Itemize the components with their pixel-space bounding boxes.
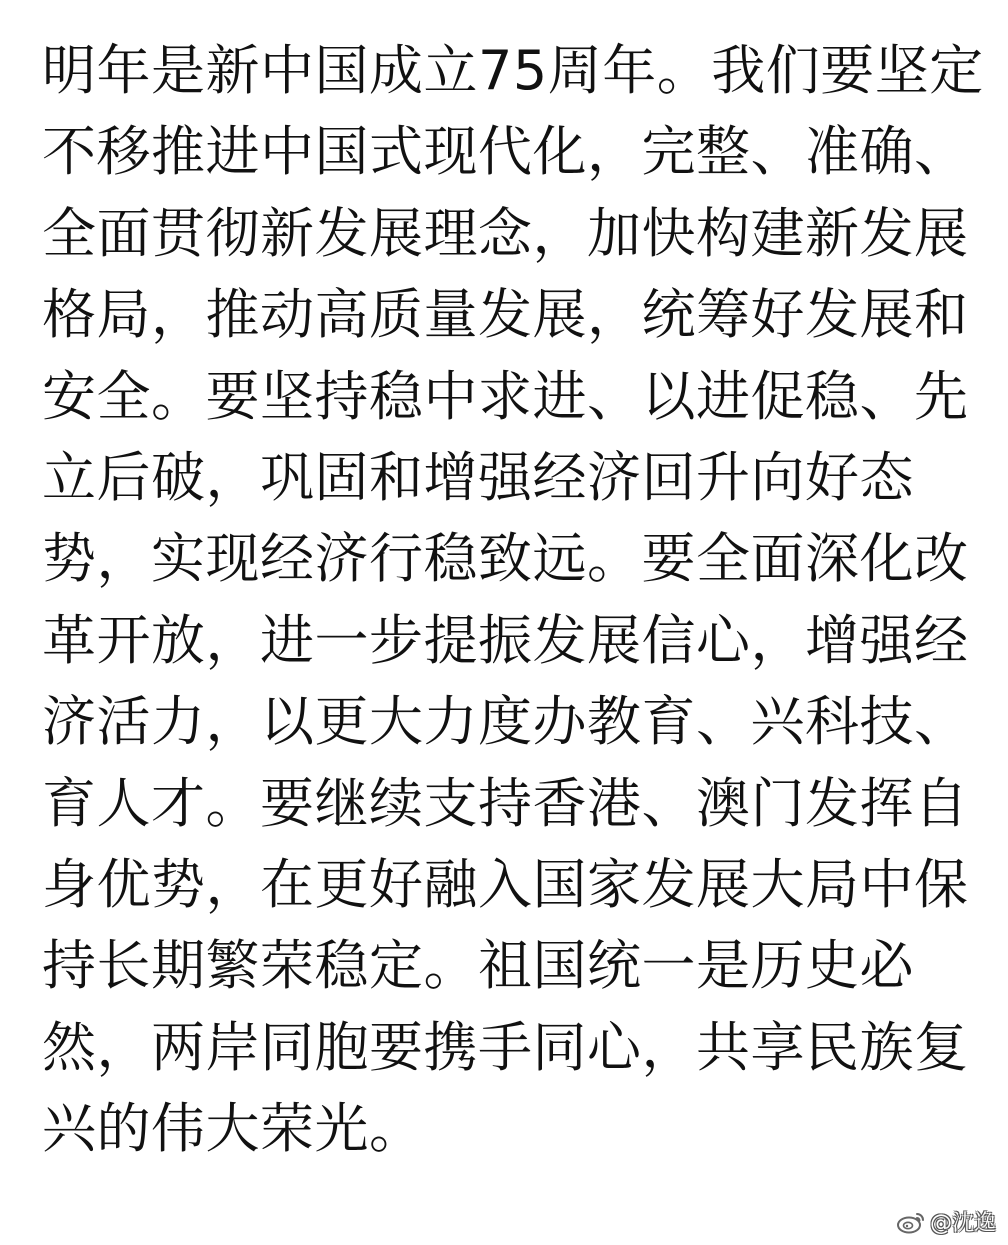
- text-line: 兴的伟大荣光。: [42, 1097, 424, 1161]
- text-line: 育人才。要继续支持香港、澳门发挥自: [42, 771, 969, 835]
- text-line: 全面贯彻新发展理念，加快构建新发展: [42, 201, 969, 265]
- text-line: 济活力，以更大力度办教育、兴科技、: [42, 690, 969, 754]
- text-line: 身优势，在更好融入国家发展大局中保: [42, 852, 969, 916]
- weibo-watermark: [896, 1206, 996, 1237]
- article-body: [42, 30, 982, 1169]
- text-line: 持长期繁荣稳定。祖国统一是历史必: [42, 934, 914, 998]
- text-line: 革开放，进一步提振发展信心，增强经: [42, 608, 969, 672]
- watermark-handle: @沈逸: [929, 1211, 996, 1236]
- text-line: 立后破，巩固和增强经济回升向好态: [42, 445, 914, 509]
- text-line: 格局，推动高质量发展，统筹好发展和: [42, 283, 969, 347]
- weibo-icon: [896, 1210, 926, 1234]
- text-line: 然，两岸同胞要携手同心，共享民族复: [42, 1015, 969, 1079]
- text-line: 明年是新中国成立75周年。我们要坚定: [42, 39, 984, 102]
- text-line: 不移推进中国式现代化，完整、准确、: [42, 120, 969, 184]
- text-line: 势，实现经济行稳致远。要全面深化改: [42, 527, 969, 591]
- text-line: 安全。要坚持稳中求进、以进促稳、先: [42, 364, 969, 428]
